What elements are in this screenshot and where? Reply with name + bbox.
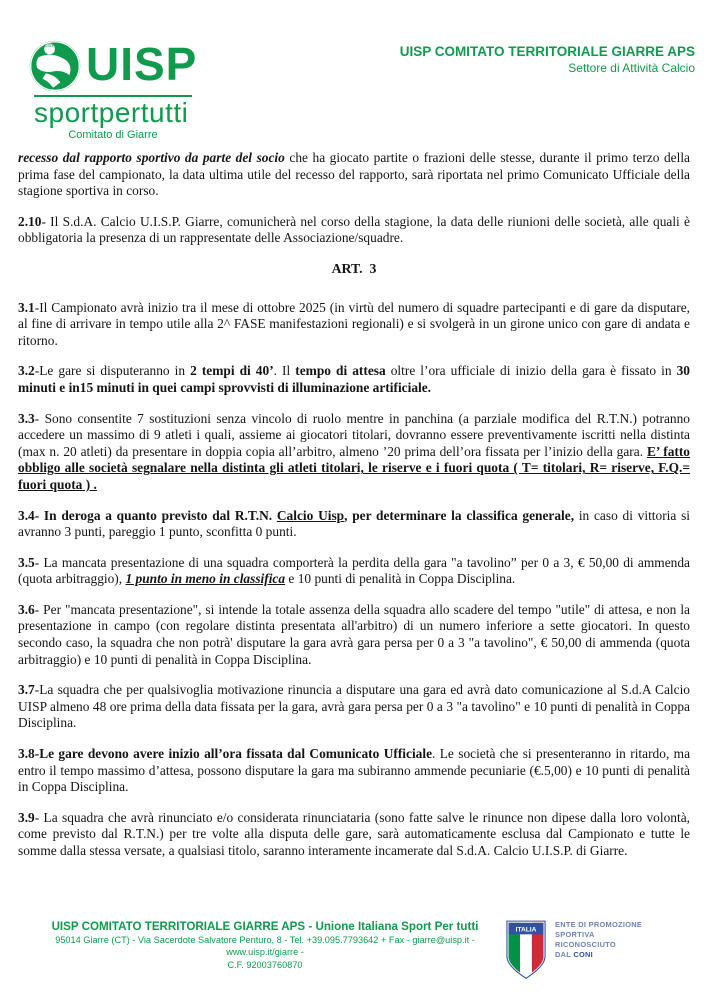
uisp-athlete-icon: [28, 36, 82, 92]
paragraph: 3.6- Per "mancata presentazione", si intende la totale assenza della squadra allo scadere del tempo "utile" di attesa, e non la presentazione in campo (con regolare distinta presentata all'arbitro) di un numero inferiore a sette giocatori. In questo secondo caso, la squadra che non potrà' disputare la gara avrà gara persa per 0 a 3 "a tavolino", € 50,00 di ammenda (quota arbitraggio) e 10 punti di penalità in Coppa Disciplina.: [18, 601, 690, 667]
coni-shield-logo: [504, 914, 642, 980]
coni-label: CONI: [573, 949, 593, 959]
uisp-acronym: UISP: [86, 38, 198, 90]
svg-text:UISP: UISP: [44, 43, 55, 49]
paragraph: 3.1-Il Campionato avrà inizio tra il mese di ottobre 2025 (in virtù del numero di squadre partecipanti e di gare da disputare, al fine di arrivare in tempo utile alla 2^ FASE manifestazioni regionali) e si svolgerà in un girone unico con gare di andata e ritorno.: [18, 299, 690, 348]
header-subtitle: Settore di Attività Calcio: [568, 61, 695, 75]
uisp-wordmark: sportpertutti: [34, 97, 189, 128]
section-heading: ART. 3: [331, 260, 377, 276]
paragraph: 2.10- Il S.d.A. Calcio U.I.S.P. Giarre, comunicherà nel corso della stagione, la data delle riunioni delle società, alle quali è obbligatoria la presenza di un rappresentate delle Associazione/squadre.: [18, 213, 690, 246]
coni-caption: [555, 920, 642, 960]
paragraph: 3.7-La squadra che per qualsivoglia motivazione rinuncia a disputare una gara ed avrà dato comunicazione al S.d.A Calcio UISP almeno 48 ore prima della data fissata per la gara, avrà gara persa per 0 a 3 "a tavolino" e 10 punti di penalità in Coppa Disciplina.: [18, 682, 690, 731]
coni-caption-line: DAL CONI: [555, 949, 593, 959]
header-right: [233, 36, 695, 75]
italia-shield-icon: [504, 918, 548, 980]
footer-cf-line: C.F. 92003760870: [227, 960, 303, 971]
footer-text: [0, 914, 490, 972]
footer-address-line: 95014 Giarre (CT) - Via Sacerdote Salvatore Penturo, 8 - Tel. +39.095.7793642 + Fax - giarre@uisp.it - www.uisp.it/giarre -: [55, 935, 475, 958]
paragraph: 3.2-Le gare si disputeranno in 2 tempi di 40’. Il tempo di attesa oltre l’ora ufficiale di inizio della gara è fissato in 30 minuti e in15 minuti in quei campi sprovvisti di illuminazione artificiale.: [18, 363, 690, 395]
page-header: [0, 0, 707, 148]
paragraph: recesso dal rapporto sportivo da parte del socio che ha giocato partite o frazioni delle stesse, durante il primo terzo della prima fase del campionato, la data ultima utile del recesso del rapporto, sarà riportata nel primo Comunicato Ufficiale della stagione sportiva in corso.: [18, 150, 690, 199]
paragraph: 3.5- La mancata presentazione di una squadra comporterà la perdita della gara "a tavolino” per 0 a 3, € 50,00 di ammenda (quota arbitraggio), 1 punto in meno in classifica e 10 punti di penalità in Coppa Disciplina.: [18, 554, 690, 587]
paragraph: 3.9- La squadra che avrà rinunciato e/o considerata rinunciataria (sono fatte salve le rinunce non dipese dalla loro volontà, come previsto dal R.T.N.) per tre volte alla disputa delle gare, sarà automaticamente esclusa dal Campionato e tutte le somme dalla stessa versate, a qualsiasi titolo, saranno interamente incamerate dal S.d.A. Calcio U.I.S.P. di Giarre.: [18, 809, 690, 858]
footer-org-line: UISP COMITATO TERRITORIALE GIARRE APS - Unione Italiana Sport Per tutti: [51, 920, 479, 933]
header-title: UISP COMITATO TERRITORIALE GIARRE APS: [399, 44, 695, 59]
committee-label: Comitato di Giarre: [68, 129, 158, 142]
coni-caption-line: ENTE DI PROMOZIONE: [555, 920, 643, 929]
coni-caption-line: RICONOSCIUTO: [555, 939, 616, 949]
paragraph: 3.8-Le gare devono avere inizio all’ora fissata dal Comunicato Ufficiale. Le società che si presenteranno in ritardo, ma entro il tempo massimo d’attesa, possono disputare la gara ma subiranno ammende pecuniarie (€.5,00) e 10 punti di penalità in Coppa Disciplina.: [18, 746, 691, 795]
document-body: [0, 148, 707, 860]
italia-label: ITALIA: [515, 926, 537, 934]
coni-caption-line: SPORTIVA: [555, 929, 595, 939]
page-footer: [0, 914, 707, 980]
paragraph: 3.3- Sono consentite 7 sostituzioni senza vincolo di ruolo mentre in panchina (a parziale modifica del R.T.N.) potranno accedere un massimo di 9 atleti i quali, assieme ai giocatori titolari, dovranno essere preventivamente iscritti nella distinta (max n. 20 atleti) da presentare in doppia copia all’arbitro, almeno ’20 prima dell’ora fissata per l’inizio della gara. E’ fatto obbligo alle società segnalare nella distinta gli atleti titolari, le riserve e i fuori quota ( T= titolari, R= riserve, F.Q.= fuori quota ) .: [18, 410, 691, 492]
paragraph: 3.4- In deroga a quanto previsto dal R.T.N. Calcio Uisp, per determinare la classifica generale, in caso di vittoria si avranno 3 punti, pareggio 1 punto, sconfitta 0 punti.: [18, 507, 690, 540]
uisp-logo: [28, 36, 233, 141]
